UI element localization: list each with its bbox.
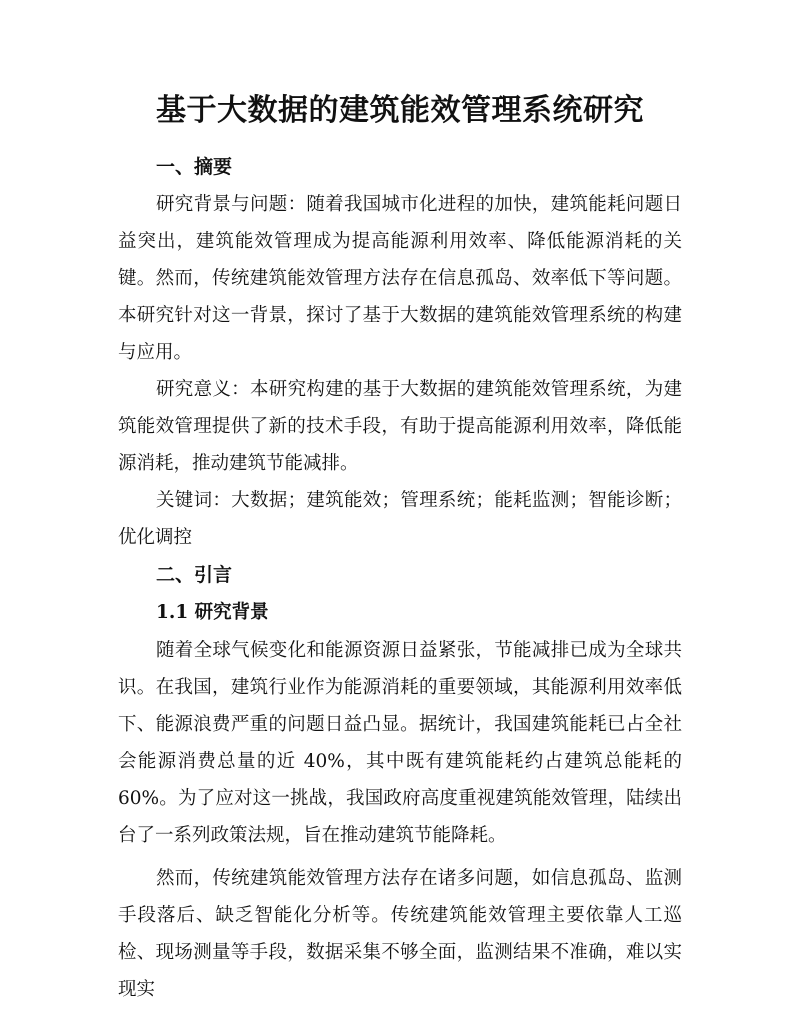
document-title: 基于大数据的建筑能效管理系统研究 <box>156 93 644 128</box>
abstract-paragraph-background: 研究背景与问题：随着我国城市化进程的加快，建筑能耗问题日益突出，建筑能效管理成为提高能源利用效率、降低能源消耗的关键。然而，传统建筑能效管理方法存在信息孤岛、效率低下等问题。本研究针对这一背景，探讨了基于大数据的建筑能效管理系统的构建与应用。 <box>118 194 682 363</box>
section-heading-introduction: 二、引言 <box>156 564 233 586</box>
introduction-paragraph-2: 然而，传统建筑能效管理方法存在诸多问题，如信息孤岛、监测手段落后、缺乏智能化分析等。传统建筑能效管理主要依靠人工巡检、现场测量等手段，数据采集不够全面，监测结果不准确，难以实现实 <box>118 868 682 1000</box>
introduction-paragraph-1: 随着全球气候变化和能源资源日益紧张，节能减排已成为全球共识。在我国，建筑行业作为能源消耗的重要领域，其能源利用效率低下、能源浪费严重的问题日益凸显。据统计，我国建筑能耗已占全社会能源消费总量的近 40%，其中既有建筑能耗约占建筑总能耗的 60%。为了应对这一挑战，我国政府高度重视建筑能效管理，陆续出台了一系列政策法规，旨在推动建筑节能降耗。 <box>118 640 682 846</box>
abstract-paragraph-significance: 研究意义：本研究构建的基于大数据的建筑能效管理系统，为建筑能效管理提供了新的技术手段，有助于提高能源利用效率，降低能源消耗，推动建筑节能减排。 <box>118 379 682 474</box>
section-heading-abstract: 一、摘要 <box>156 156 233 178</box>
keywords-line: 关键词：大数据；建筑能效；管理系统；能耗监测；智能诊断；优化调控 <box>118 490 682 548</box>
subsection-heading-background: 1.1 研究背景 <box>156 602 269 623</box>
